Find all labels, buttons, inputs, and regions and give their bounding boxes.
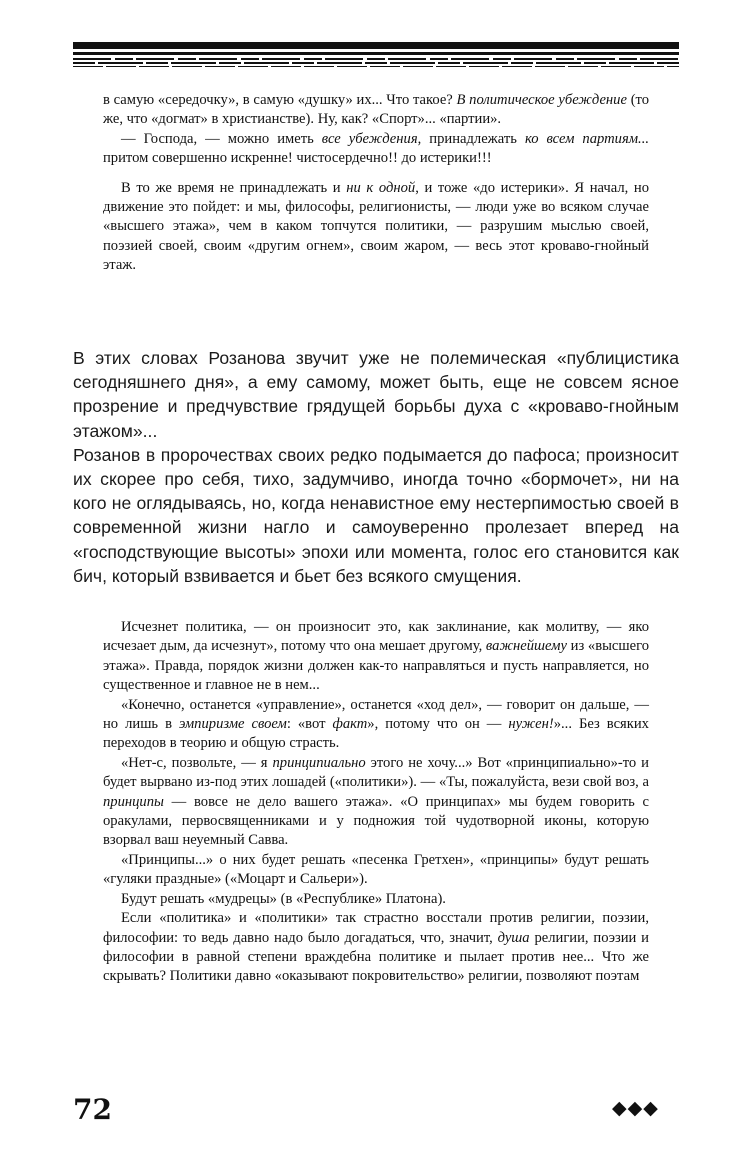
quote2-paragraph-1: Исчезнет политика, — он произносит это, как заклинание, как молитву, — яко исчезает дым, да исчезнут», потому что она мешает другому, важнейшему из «высшего этажа». Правда, порядок жизни должен как-то направляться и пусть направляется, но существенное и главное не в нем... — [103, 619, 649, 694]
quote1-paragraph-1: в самую «середочку», в самую «душку» их... Что такое? В политическое убеждение (то же, что «догмат» в христианстве). Ну, как? «Спорт»... «партии». — [103, 92, 650, 128]
quote2-paragraph-3: «Нет-с, позвольте, — я принципиально этого не хочу...» Вот «принципиально»-то и будет вырвано из-под этих лошадей («политики»). — «Ты, пожалуйста, вези свой воз, а принципы — вовсе не дело вашего этажа». «О принципах» мы будем говорить с оракулами, первосвященниками и у подножия той чудотворной иконы, которую взорвал ваш неуемный Савва. — [103, 754, 649, 849]
quote-block-1 — [103, 91, 649, 276]
main-paragraph-2: Розанов в пророчествах своих редко подымается до пафоса; произносит их скорее про себя, тихо, задумчиво, иногда точно «бормочет», ни на кого не оглядываясь, но, когда ненавистное ему нестерпимостью своей в современной жизни нагло и самоуверенно пролезает вперед на «господствующие высоты» эпохи или момента, голос его становится как бич, который взвивается и бьет без всякого смущения. — [73, 444, 679, 586]
diamond-ornament-icon: ◆◆◆ — [612, 1097, 659, 1119]
quote2-paragraph-4: «Принципы...» о них будет решать «песенка Гретхен», «принципы» будут решать «гуляки праздные» («Моцарт и Сальери»). — [103, 851, 649, 888]
quote2-paragraph-5: Будут решать «мудрецы» (в «Республике» Платона). — [121, 890, 446, 907]
quote1-paragraph-2: — Господа, — можно иметь все убеждения, принадлежать ко всем партиям... притом совершенно искренне! чистосердечно!! до истерики!!! — [103, 130, 649, 167]
quote1-paragraph-3: В то же время не принадлежать и ни к одной, и тоже «до истерики». Я начал, но движение это пойдет: и мы, философы, религионисты, — люди уже во всяком случае «высшего этажа», чем в каком топчутся политики, — разрушим мыслью своей, поэзией своей, своим «другим огнем», своим жаром, — весь этот кроваво-гнойный этаж. — [103, 179, 649, 274]
quote2-paragraph-2: «Конечно, останется «управление», останется «ход дел», — говорит он дальше, — но лишь в эмпиризме своем: «вот факт», потому что он — нужен!»... Без всяких переходов в теорию и общую страсть. — [103, 696, 649, 752]
main-paragraph-1: В этих словах Розанова звучит уже не полемическая «публицистика сегодняшнего дня», а ему самому, может быть, еще не совсем ясное прозрение и предчувствие грядущей борьбы духа с «кроваво-гнойным этажом»... — [73, 348, 679, 441]
page-number: 72 — [73, 1093, 112, 1126]
quote2-paragraph-6: Если «политика» и «политики» так страстно восстали против религии, поэзии, философии: то ведь давно надо было догадаться, что, значит, душа религии, поэзии и философии в равной степени враждебна политике и пылает против нее... Что же скрывать? Политики давно «оказывают покровительство» религии, позволяют поэтам — [103, 910, 649, 985]
header-rule — [73, 42, 679, 72]
quote-block-2 — [103, 618, 649, 987]
main-text — [73, 346, 679, 588]
